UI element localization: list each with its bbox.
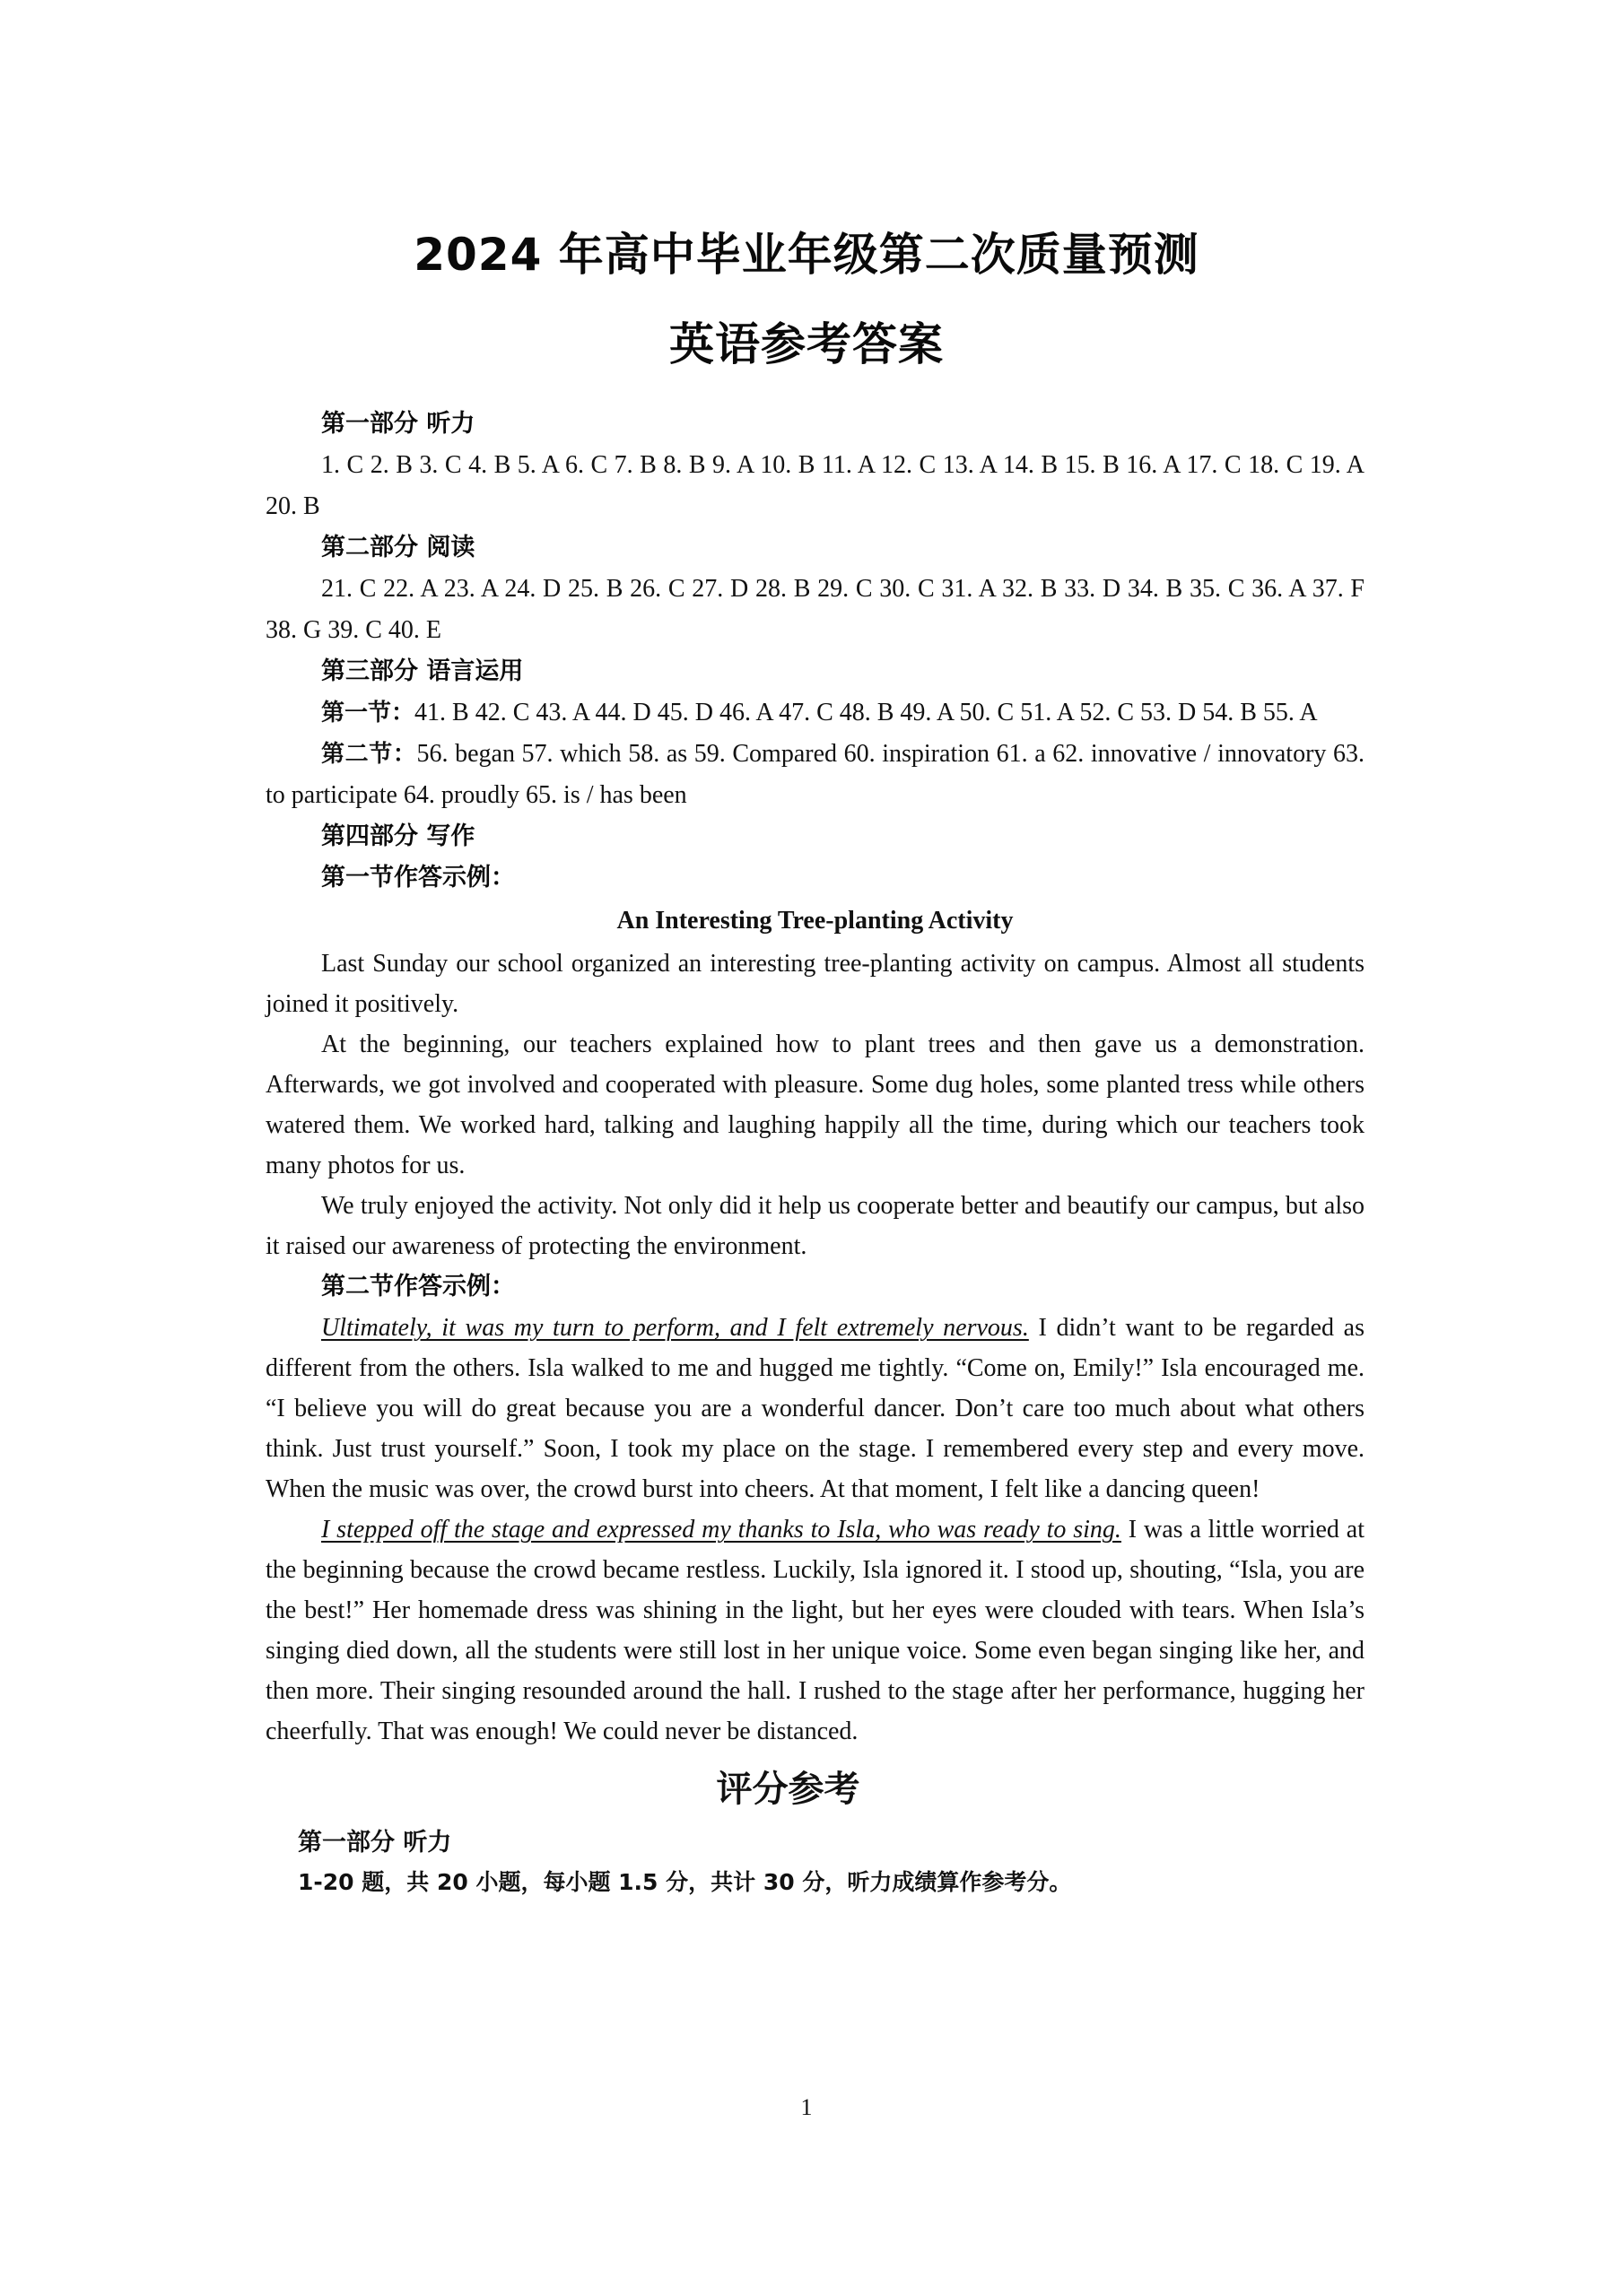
scoring-part1-text: 1-20 题，共 20 小题，每小题 1.5 分，共计 30 分，听力成绩算作参考分。 [298, 1869, 1072, 1895]
scoring-part1-heading: 第一部分 听力 [298, 1829, 452, 1857]
part2-answers: 21. C 22. A 23. A 24. D 25. B 26. C 27. D 28. B 29. C 30. C 31. A 32. B 33. D 34. B 35. C 36. A 37. F 38. G 39. C 40. E [266, 575, 1365, 644]
essay2-paragraph2-body: I was a little worried at the beginning because the crowd became restless. Luckily, Isla ignored it. I stood up, shouting, “Isla, you are the best!” Her homemade dress was shining in the light, but her eyes were clouded with tears. When Isla’s singing died down, all the students were still lost in her unique voice. Some even began singing like her, and then more. Their singing resounded around the hall. I rushed to the stage after her performance, hugging her cheerfully. That was enough! We could never be distanced. [266, 1516, 1365, 1745]
essay2-paragraph1-lead: Ultimately, it was my turn to perform, and I felt extremely nervous. [321, 1314, 1029, 1342]
part1-answers: 1. C 2. B 3. C 4. B 5. A 6. C 7. B 8. B 9. A 10. B 11. A 12. C 13. A 14. B 15. B 16. A 17. C 18. C 19. A 20. B [266, 451, 1365, 520]
page-number: 1 [800, 2094, 813, 2120]
essay1-title: An Interesting Tree-planting Activity [616, 907, 1014, 935]
essay1-paragraph: We truly enjoyed the activity. Not only did it help us cooperate better and beautify our campus, but also it raised our awareness of protecting the environment. [266, 1192, 1365, 1260]
essay2-paragraph-1 [266, 1308, 1365, 1509]
document-subtitle: 英语参考答案 [669, 318, 944, 370]
part3-section1-answers: 41. B 42. C 43. A 44. D 45. D 46. A 47. C 48. B 49. A 50. C 51. A 52. C 53. D 54. B 55. A [414, 699, 1318, 726]
part4-section2-label: 第二节作答示例： [321, 1273, 515, 1300]
part4-heading: 第四部分 写作 [321, 822, 475, 850]
document-body [266, 404, 1365, 1902]
document-title: 2024 年高中毕业年级第二次质量预测 [414, 229, 1199, 281]
part3-section1-label: 第一节： [321, 700, 415, 726]
essay2-paragraph1-body: I didn’t want to be regarded as different from the others. Isla walked to me and hugged me tightly. “Come on, Emily!” Isla encouraged me. “I believe you will do great because you are a wonderful dancer. Don’t care too much about what others think. Just trust yourself.” Soon, I took my place on the stage. I remembered every step and every move. When the music was over, the crowd burst into cheers. At that moment, I felt like a dancing queen! [266, 1314, 1365, 1503]
essay2-paragraph-2 [266, 1509, 1365, 1752]
part3-section2-answers: 56. began 57. which 58. as 59. Compared 60. inspiration 61. a 62. innovative / innovatory 63. to participate 64. proudly 65. is / has been [266, 740, 1365, 809]
essay1-paragraph: At the beginning, our teachers explained how to plant trees and then gave us a demonstration. Afterwards, we got involved and cooperated with pleasure. Some dug holes, some planted tress while others watered them. We worked hard, talking and laughing happily all the time, during which our teachers took many photos for us. [266, 1031, 1365, 1179]
part1-heading: 第一部分 听力 [321, 410, 475, 438]
part3-section1 [266, 692, 1365, 734]
essay1-paragraph: Last Sunday our school organized an interesting tree-planting activity on campus. Almost all students joined it positively. [266, 950, 1365, 1018]
part3-section2 [266, 734, 1365, 816]
scoring-title: 评分参考 [716, 1769, 860, 1810]
part4-section1-label: 第一节作答示例： [321, 864, 515, 891]
essay2-paragraph2-lead: I stepped off the stage and expressed my thanks to Isla, who was ready to sing. [321, 1516, 1121, 1544]
part3-heading: 第三部分 语言运用 [321, 657, 524, 685]
part2-heading: 第二部分 阅读 [321, 534, 475, 561]
part3-section2-label: 第二节： [321, 741, 417, 768]
